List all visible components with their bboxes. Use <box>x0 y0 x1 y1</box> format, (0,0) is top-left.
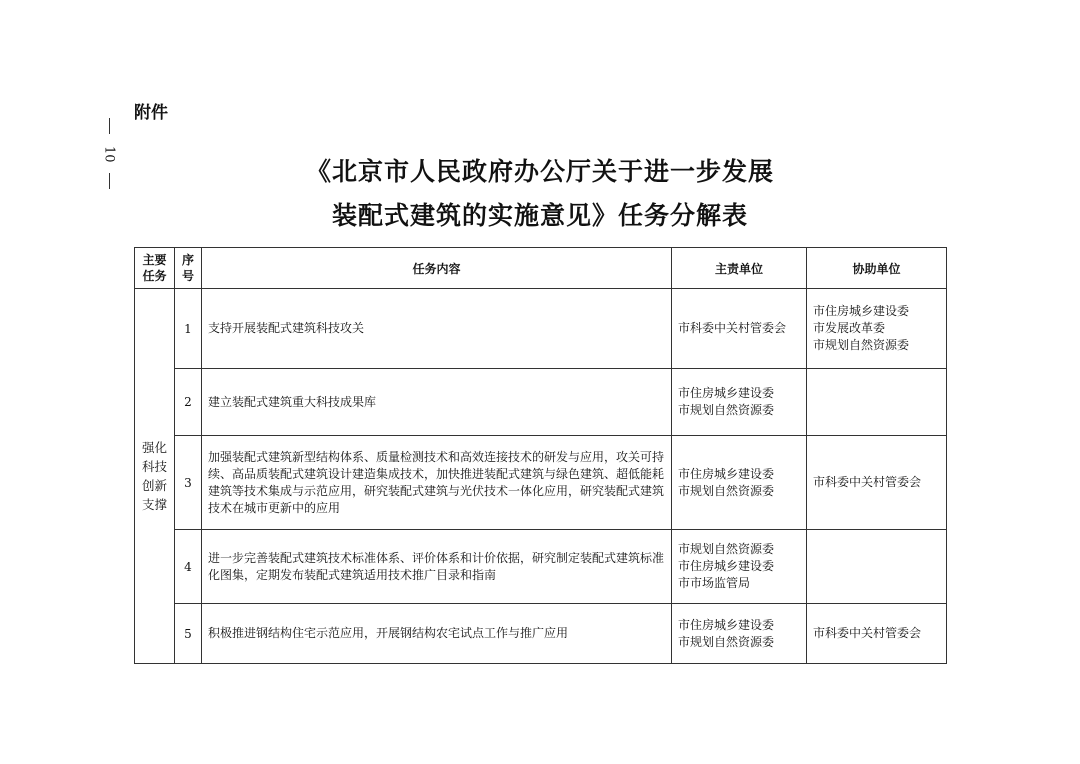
lead-unit <box>672 530 807 604</box>
header-seq <box>175 248 202 289</box>
category-line: 强化 <box>141 440 167 455</box>
assist-unit <box>807 289 947 369</box>
lead-unit <box>672 604 807 664</box>
task-content: 积极推进钢结构住宅示范应用，开展钢结构农宅试点工作与推广应用 <box>202 604 672 664</box>
header-main-task <box>135 248 175 289</box>
assist-unit <box>807 436 947 530</box>
unit-name: 市科委中关村管委会 <box>678 321 787 335</box>
task-content: 加强装配式建筑新型结构体系、质量检测技术和高效连接技术的研发与应用，攻关可持续、高品质装配式建筑设计建造集成技术，加快推进装配式建筑与绿色建筑、超低能耗建筑等技术集成与示范应用，研究装配式建筑与光伏技术一体化应用，研究装配式建筑技术在城市更新中的应用 <box>202 436 672 530</box>
row-number: 5 <box>175 604 202 664</box>
unit-name: 市住房城乡建设委 <box>678 466 775 481</box>
table-header-row <box>135 248 947 289</box>
table-row <box>135 289 947 369</box>
unit-name: 市市场监管局 <box>678 576 751 590</box>
unit-name: 市住房城乡建设委 <box>678 559 775 573</box>
unit-name: 市规划自然资源委 <box>678 542 775 556</box>
page-number-dash-bottom <box>109 173 110 189</box>
task-content: 建立装配式建筑重大科技成果库 <box>202 369 672 436</box>
lead-unit <box>672 436 807 530</box>
header-assist-unit: 协助单位 <box>807 248 947 289</box>
unit-name: 市发展改革委 <box>813 321 886 335</box>
unit-name: 市住房城乡建设委 <box>813 304 910 318</box>
category-line: 科技 <box>141 459 167 474</box>
row-number: 4 <box>175 530 202 604</box>
unit-name: 市规划自然资源委 <box>678 483 775 498</box>
header-main-task-line2: 任务 <box>142 269 167 283</box>
table-row <box>135 604 947 664</box>
page-number-dash-top <box>109 118 110 134</box>
task-breakdown-table <box>134 247 947 664</box>
attachment-label: 附件 <box>134 103 168 123</box>
table-row <box>135 436 947 530</box>
page-number: 10 <box>101 146 117 163</box>
lead-unit <box>672 369 807 436</box>
unit-name: 市规划自然资源委 <box>678 634 775 649</box>
assist-unit <box>807 604 947 664</box>
unit-name: 市规划自然资源委 <box>678 403 775 417</box>
row-number: 3 <box>175 436 202 530</box>
task-content: 支持开展装配式建筑科技攻关 <box>202 289 672 369</box>
unit-name: 市住房城乡建设委 <box>678 617 775 632</box>
row-number: 2 <box>175 369 202 436</box>
unit-name: 市住房城乡建设委 <box>678 386 775 400</box>
document-title-line2: 装配式建筑的实施意见》任务分解表 <box>331 201 748 230</box>
table-row <box>135 369 947 436</box>
unit-name: 市科委中关村管委会 <box>813 475 922 489</box>
header-lead-unit: 主责单位 <box>672 248 807 289</box>
header-seq-line2: 号 <box>181 269 194 283</box>
category-line: 创新 <box>141 478 167 493</box>
page-number-marker <box>98 118 120 202</box>
header-seq-line1: 序 <box>181 253 194 267</box>
row-number: 1 <box>175 289 202 369</box>
header-content: 任务内容 <box>202 248 672 289</box>
lead-unit <box>672 289 807 369</box>
table-row <box>135 530 947 604</box>
document-title-line1: 《北京市人民政府办公厅关于进一步发展 <box>305 157 774 186</box>
unit-name: 市规划自然资源委 <box>813 338 910 352</box>
category-cell <box>135 289 175 664</box>
task-content: 进一步完善装配式建筑技术标准体系、评价体系和计价依据，研究制定装配式建筑标准化图集，定期发布装配式建筑适用技术推广目录和指南 <box>202 530 672 604</box>
category-line: 支撑 <box>141 497 167 512</box>
assist-unit <box>807 530 947 604</box>
header-main-task-line1: 主要 <box>142 253 167 267</box>
assist-unit <box>807 369 947 436</box>
unit-name: 市科委中关村管委会 <box>813 626 922 640</box>
